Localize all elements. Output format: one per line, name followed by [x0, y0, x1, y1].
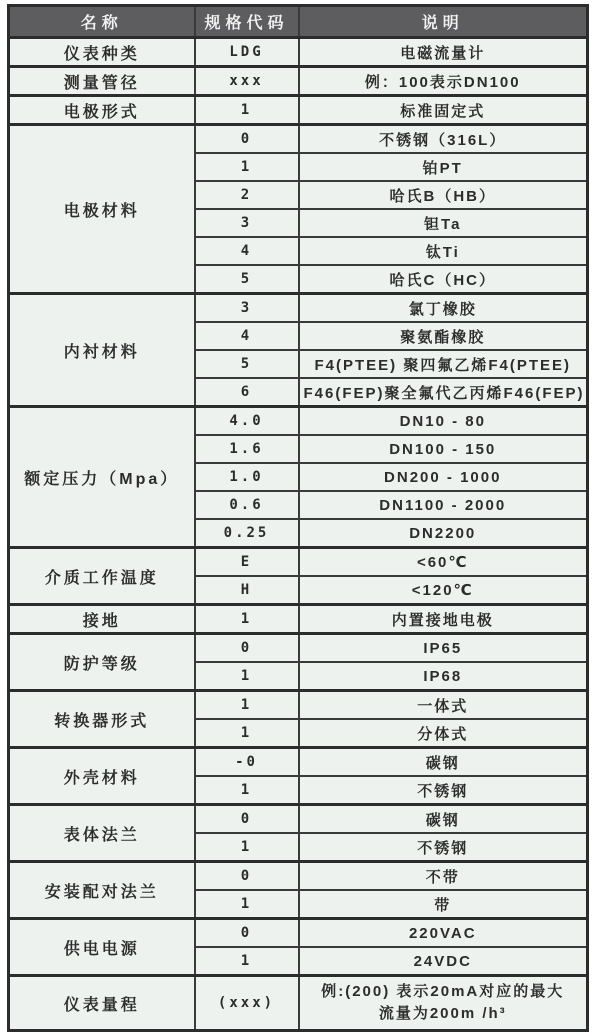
group-name-cell: 测量管径	[9, 67, 195, 96]
group-name-cell: 电极形式	[9, 96, 195, 125]
description-cell: 钛Ti	[299, 237, 588, 265]
spec-code-cell: 0.6	[195, 491, 299, 519]
table-row	[9, 294, 588, 323]
description-cell: DN2200	[299, 519, 588, 548]
description-line: 流量为200m /h³	[378, 1005, 507, 1022]
spec-code-cell: -0	[195, 748, 299, 777]
table-row	[9, 748, 588, 777]
description-cell: 220VAC	[299, 919, 588, 948]
spec-code-cell: 5	[195, 265, 299, 294]
table-row	[9, 407, 588, 436]
description-cell: 例：100表示DN100	[299, 67, 588, 96]
table-row	[9, 548, 588, 577]
spec-code-cell: 0	[195, 919, 299, 948]
description-cell: DN100 - 150	[299, 435, 588, 463]
spec-code-cell: 3	[195, 209, 299, 237]
description-cell: DN10 - 80	[299, 407, 588, 436]
description-cell: 铂PT	[299, 153, 588, 181]
group-name-cell: 接地	[9, 605, 195, 634]
group-name-cell: 安装配对法兰	[9, 862, 195, 919]
spec-code-cell: 1	[195, 662, 299, 691]
description-line: 例:(200) 表示20mA对应的最大	[321, 983, 565, 1001]
description-cell: 不锈钢	[299, 833, 588, 862]
table-row	[9, 919, 588, 948]
table-row	[9, 862, 588, 891]
table-row	[9, 96, 588, 125]
spec-code-cell: 5	[195, 350, 299, 378]
spec-code-cell: 0	[195, 805, 299, 834]
spec-code-cell: 4.0	[195, 407, 299, 436]
spec-code-cell: 4	[195, 237, 299, 265]
description-cell: 不锈钢（316L）	[299, 125, 588, 154]
description-cell: 碳钢	[299, 805, 588, 834]
spec-code-cell: (xxx)	[195, 976, 299, 1031]
description-cell: DN200 - 1000	[299, 463, 588, 491]
group-name-cell: 额定压力（Mpa）	[9, 407, 195, 548]
spec-code-cell: 1	[195, 776, 299, 805]
group-name-cell: 介质工作温度	[9, 548, 195, 605]
description-cell: 哈氏C（HC）	[299, 265, 588, 294]
spec-code-cell: 1	[195, 833, 299, 862]
spec-code-cell: xxx	[195, 67, 299, 96]
table-row	[9, 38, 588, 67]
description-cell: IP68	[299, 662, 588, 691]
group-name-cell: 外壳材料	[9, 748, 195, 805]
description-cell: 不带	[299, 862, 588, 891]
spec-code-cell: 2	[195, 181, 299, 209]
description-cell: 带	[299, 890, 588, 919]
description-cell: 电磁流量计	[299, 38, 588, 67]
spec-code-cell: 1	[195, 153, 299, 181]
table-header-row	[9, 6, 588, 38]
description-cell: 钽Ta	[299, 209, 588, 237]
description-cell: 氯丁橡胶	[299, 294, 588, 323]
flowmeter-spec-table	[7, 4, 589, 1032]
group-name-cell: 仪表种类	[9, 38, 195, 67]
description-cell: F46(FEP)聚全氟代乙丙烯F46(FEP)	[299, 378, 588, 407]
spec-code-cell: 1	[195, 947, 299, 976]
spec-code-cell: 3	[195, 294, 299, 323]
table-row	[9, 976, 588, 1031]
description-cell: 哈氏B（HB）	[299, 181, 588, 209]
spec-code-cell: 4	[195, 322, 299, 350]
table-row	[9, 805, 588, 834]
description-cell: 碳钢	[299, 748, 588, 777]
table-row	[9, 67, 588, 96]
description-cell: 分体式	[299, 719, 588, 748]
description-cell: 一体式	[299, 691, 588, 720]
spec-code-cell: 1.6	[195, 435, 299, 463]
spec-code-cell: 0.25	[195, 519, 299, 548]
table-row	[9, 634, 588, 663]
header-description: 说明	[299, 6, 588, 38]
spec-code-cell: 6	[195, 378, 299, 407]
spec-code-cell: 0	[195, 862, 299, 891]
spec-code-cell: 1	[195, 890, 299, 919]
spec-code-cell: 0	[195, 125, 299, 154]
description-cell: 标准固定式	[299, 96, 588, 125]
description-cell: 聚氨酯橡胶	[299, 322, 588, 350]
description-cell: F4(PTEE) 聚四氟乙烯F4(PTEE)	[299, 350, 588, 378]
group-name-cell: 电极材料	[9, 125, 195, 294]
description-cell: <120℃	[299, 576, 588, 605]
spec-code-cell: 1	[195, 691, 299, 720]
description-cell: 内置接地电极	[299, 605, 588, 634]
group-name-cell: 供电电源	[9, 919, 195, 976]
header-name: 名称	[9, 6, 195, 38]
group-name-cell: 内衬材料	[9, 294, 195, 407]
spec-code-cell: 0	[195, 634, 299, 663]
group-name-cell: 转换器形式	[9, 691, 195, 748]
spec-code-cell: 1.0	[195, 463, 299, 491]
spec-code-cell: 1	[195, 605, 299, 634]
group-name-cell: 仪表量程	[9, 976, 195, 1031]
header-spec-code: 规格代码	[195, 6, 299, 38]
spec-code-cell: H	[195, 576, 299, 605]
group-name-cell: 表体法兰	[9, 805, 195, 862]
description-cell: 不锈钢	[299, 776, 588, 805]
description-cell: 24VDC	[299, 947, 588, 976]
description-cell: DN1100 - 2000	[299, 491, 588, 519]
table-row	[9, 691, 588, 720]
spec-code-cell: 1	[195, 719, 299, 748]
spec-code-cell: E	[195, 548, 299, 577]
spec-code-cell: 1	[195, 96, 299, 125]
description-cell	[299, 976, 588, 1031]
group-name-cell: 防护等级	[9, 634, 195, 691]
table-row	[9, 125, 588, 154]
description-cell: <60℃	[299, 548, 588, 577]
description-cell: IP65	[299, 634, 588, 663]
spec-code-cell: LDG	[195, 38, 299, 67]
table-row	[9, 605, 588, 634]
